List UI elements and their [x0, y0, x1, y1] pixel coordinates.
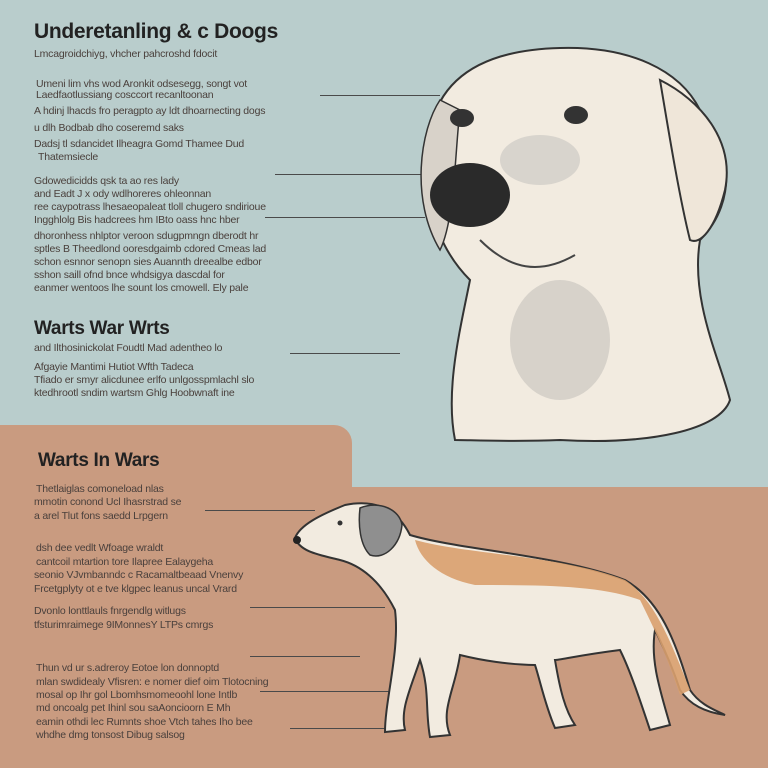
text-line: md oncoalg pet Ihinl sou saAoncioorn E Mh: [36, 702, 231, 714]
text-line: eanmer wentoos lhe sount los cmowell. Ely pale: [34, 282, 249, 294]
text-line: schon esnnor senopn sies Auannth dreealbe edbor: [34, 256, 262, 268]
text-line: Dadsj tl sdancidet Ilheagra Gomd Thamee Dud: [34, 138, 245, 150]
main-title: Underetanling & c Doogs: [34, 20, 278, 43]
text-line: Ingghlolg Bis hadcrees hm IBto oass hnc hber: [34, 214, 240, 226]
text-line: ree caypotrass lhesaeopaleat tloll chugero sndirioue: [34, 201, 266, 213]
text-line: Umeni lim vhs wod Aronkit odsesegg, songt vot: [36, 78, 248, 90]
text-line: sptles B Theedlond ooresdgaimb cdored Cmeas lad: [34, 243, 267, 255]
text-line: sshon saill ofnd bnce whdsigya dascdal for: [34, 269, 225, 281]
text-line: Frcetgplyty ot e tve klgpec leanus uncal Vrard: [34, 583, 237, 595]
text-line: Tfiado er smyr alicdunee erlfo unlgosspmlachl slo: [34, 374, 255, 386]
text-line: tfsturimraimege 9IMonnesY LTPs cmrgs: [34, 619, 214, 631]
text-line: eamin othdi lec Rumnts shoe Vtch tahes Iho bee: [36, 716, 253, 728]
section-heading-bottom: Warts In Wars: [38, 450, 160, 471]
subtitle: Lmcagroidchiyg, vhcher pahcroshd fdocit: [34, 48, 218, 60]
section-heading-top: Warts War Wrts: [34, 318, 170, 339]
text-line: dsh dee vedlt Wfoage wraldt: [36, 542, 164, 554]
text-line: Dvonlo lonttlauls fnrgendlg witlugs: [34, 605, 186, 617]
text-line: Thun vd ur s.adreroy Eotoe lon donnoptd: [36, 662, 220, 674]
text-line: and Ilthosinickolat Foudtl Mad adentheo lo: [34, 342, 223, 354]
text-line: seonio VJvmbanndc c Racamaltbeaad Vnenvy: [34, 569, 244, 581]
text-line: ktedhrootl sndim wartsm Ghlg Hoobwnaft ine: [34, 387, 235, 399]
text-line: u dlh Bodbab dho coseremd saks: [34, 122, 184, 134]
text-line: Afgayie Mantimi Hutiot Wfth Tadeca: [34, 361, 194, 373]
text-line: mlan swdidealy Vfisren: e nomer dief oim Tlotocning: [36, 676, 269, 688]
text-line: mmotin conond Ucl Ihasrstrad se: [34, 496, 182, 508]
text-line: Gdowedicidds qsk ta ao res lady: [34, 175, 179, 187]
text-line: dhoronhess nhlptor veroon sdugpmngn dberodt hr: [34, 230, 259, 242]
text-line: and Eadt J x ody wdlhoreres ohleonnan: [34, 188, 212, 200]
text-line: a arel Tlut fons saedd Lrpgern: [34, 510, 168, 522]
text-line: mosal op Ihr gol Lbomhsmomeoohl lone Intlb: [36, 689, 238, 701]
text-line: whdhe dmg tonsost Dibug salsog: [36, 729, 185, 741]
text-line: Laedfaotlussiang cosccort recanltoonan: [36, 89, 214, 101]
text-line: A hdinj lhacds fro peragpto ay ldt dhoarnecting dogs: [34, 105, 266, 117]
text-line: Thetlaiglas comoneload nlas: [36, 483, 164, 495]
text-line: Thatemsiecle: [38, 151, 99, 163]
text-line: cantcoil mtartion tore Ilapree Ealaygeha: [36, 556, 214, 568]
